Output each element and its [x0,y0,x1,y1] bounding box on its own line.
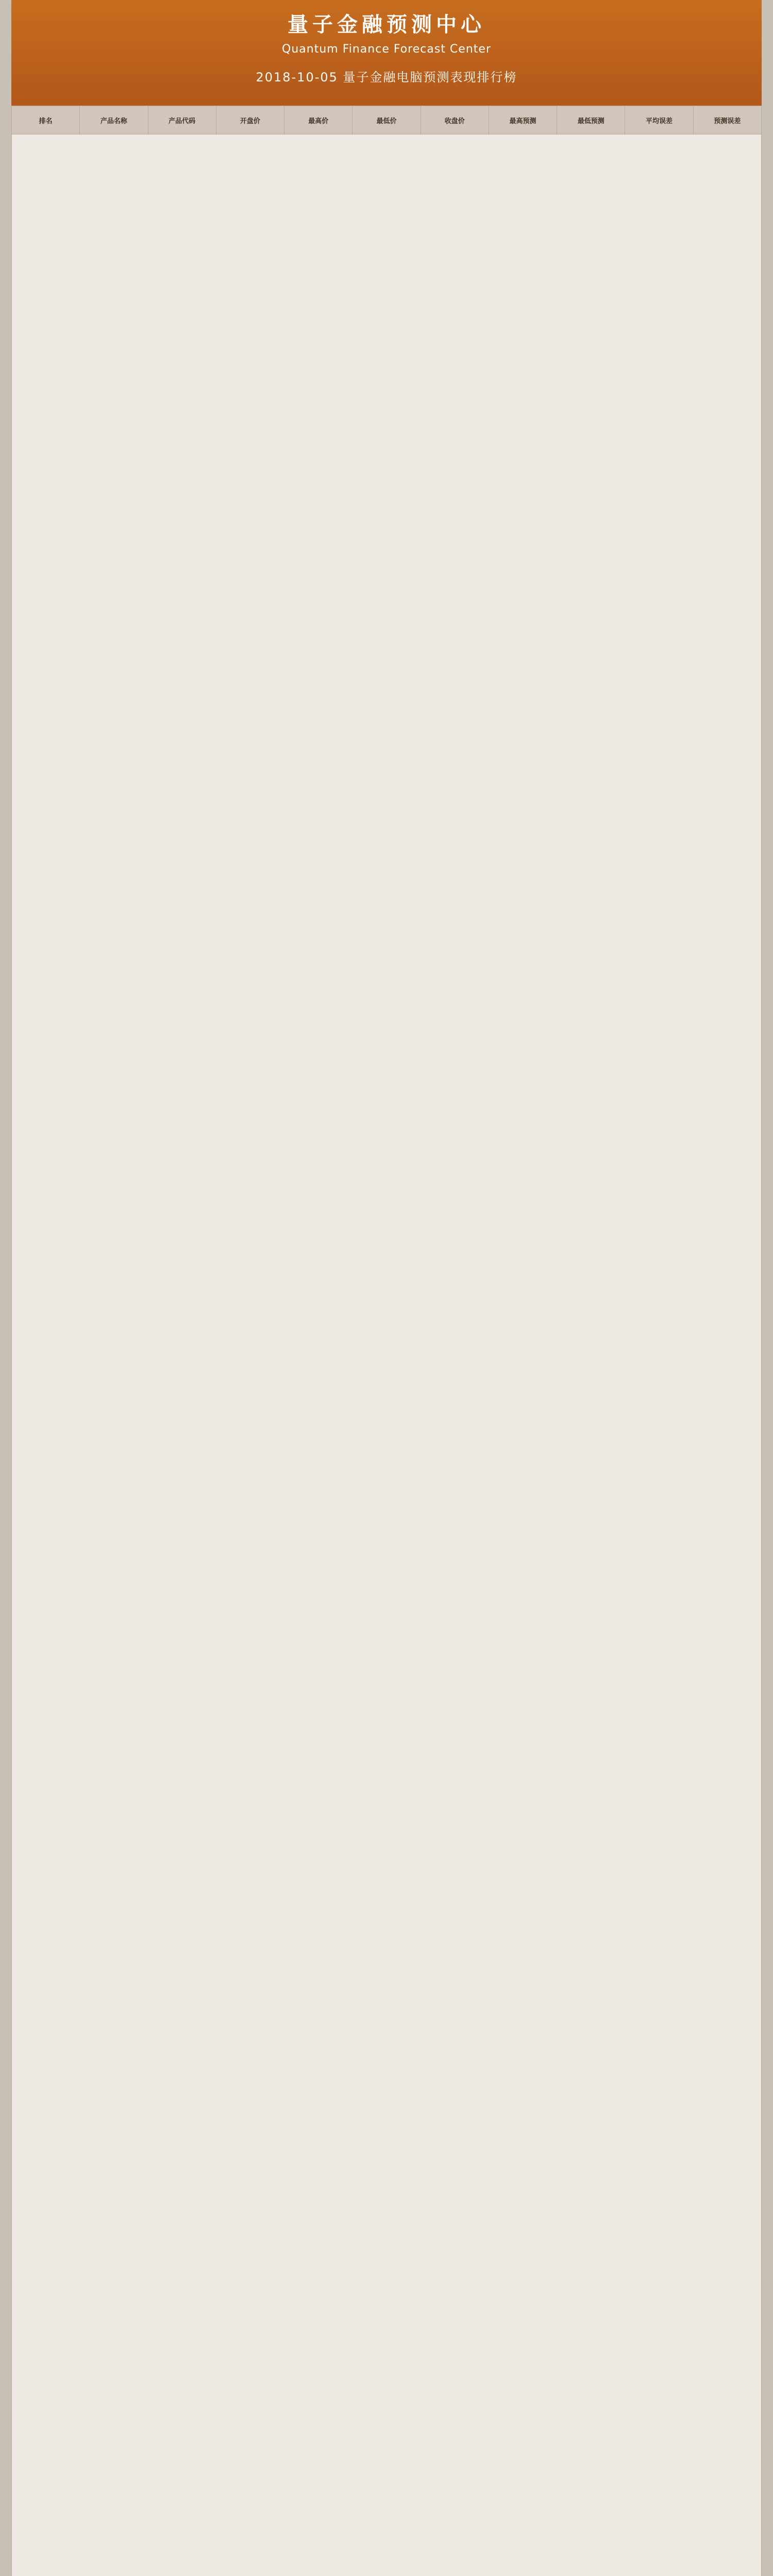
table-body-placeholder [11,134,762,2576]
column-header: 最低价 [352,106,421,134]
column-header: 开盘价 [216,106,284,134]
column-header: 收盘价 [421,106,489,134]
column-header: 最高预测 [489,106,557,134]
column-header: 产品代码 [148,106,216,134]
brand-title-cn: 量子金融预测中心 [288,13,485,37]
column-header: 产品名称 [80,106,148,134]
column-header: 最高价 [284,106,352,134]
ranking-table [11,106,762,134]
column-header: 预测误差 [693,106,761,134]
table-header-row [12,106,762,134]
report-page [11,0,762,2576]
report-subtitle: 2018-10-05 量子金融电脑预测表现排行榜 [256,70,517,84]
column-header: 排名 [12,106,80,134]
report-header [11,0,762,106]
column-header: 最低预测 [557,106,625,134]
brand-title-en: Quantum Finance Forecast Center [282,43,491,56]
column-header: 平均误差 [625,106,693,134]
